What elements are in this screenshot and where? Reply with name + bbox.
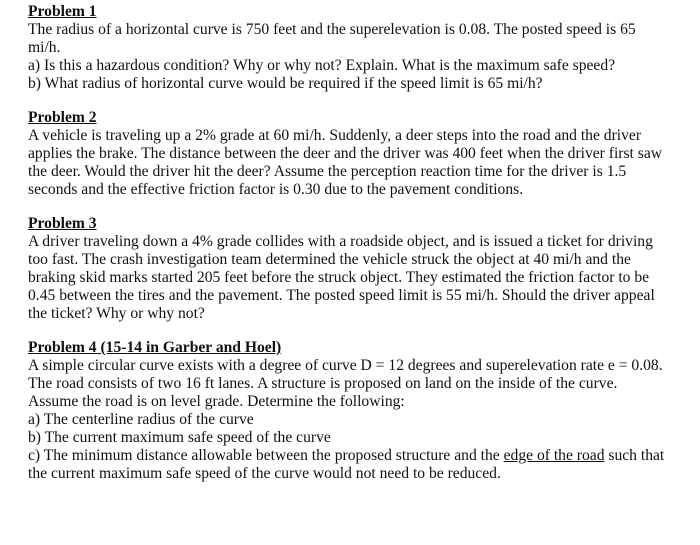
- problem-2-body: A vehicle is traveling up a 2% grade at 60 mi/h. Suddenly, a deer steps into the road and the driver applies the brake. The distance between the deer and the driver was 400 feet when the driver first saw the deer. Would the driver hit the deer? Assume the perception reaction time for the driver is 1.5 seconds and the effective friction factor is 0.30 due to the pavement conditions.: [28, 127, 663, 198]
- problem-3-body: A driver traveling down a 4% grade collides with a roadside object, and is issued a ticket for driving too fast. The crash investigation team determined the vehicle struck the object at 40 mi/h and the braking skid marks started 205 feet before the struck object. They estimated the friction factor to be 0.45 between the tires and the pavement. The posted speed limit is 55 mi/h. Should the driver appeal the ticket? Why or why not?: [28, 233, 655, 322]
- problem-4-item-c: [28, 447, 668, 483]
- problem-3: [28, 215, 668, 323]
- problem-4-body: A simple circular curve exists with a degree of curve D = 12 degrees and superelevation rate e = 0.08. The road consists of two 16 ft lanes. A structure is proposed on land on the inside of the curve. Assume the road is on level grade. Determine the following:: [28, 357, 663, 410]
- edge-of-road-underlined: edge of the road: [503, 447, 605, 464]
- problem-set-document: [28, 3, 668, 499]
- problem-4-heading: Problem 4 (15-14 in Garber and Hoel): [28, 339, 282, 356]
- problem-4-item-b: b) The current maximum safe speed of the curve: [28, 429, 331, 446]
- problem-2-heading: Problem 2: [28, 109, 97, 126]
- problem-1-heading: Problem 1: [28, 3, 97, 20]
- problem-4-item-c-after: such that the current maximum safe speed of the curve would not need to be reduced.: [28, 447, 665, 482]
- problem-2: [28, 109, 668, 199]
- problem-1-item-a: a) Is this a hazardous condition? Why or why not? Explain. What is the maximum safe speed?: [28, 57, 616, 74]
- problem-1: [28, 3, 668, 93]
- problem-3-heading: Problem 3: [28, 215, 97, 232]
- problem-4: [28, 339, 668, 483]
- problem-4-item-a: a) The centerline radius of the curve: [28, 411, 254, 428]
- problem-1-item-b: b) What radius of horizontal curve would be required if the speed limit is 65 mi/h?: [28, 75, 543, 92]
- problem-1-body: The radius of a horizontal curve is 750 feet and the superelevation is 0.08. The posted speed is 65 mi/h.: [28, 21, 636, 56]
- problem-4-item-c-before: c) The minimum distance allowable between the proposed structure and the: [28, 447, 504, 464]
